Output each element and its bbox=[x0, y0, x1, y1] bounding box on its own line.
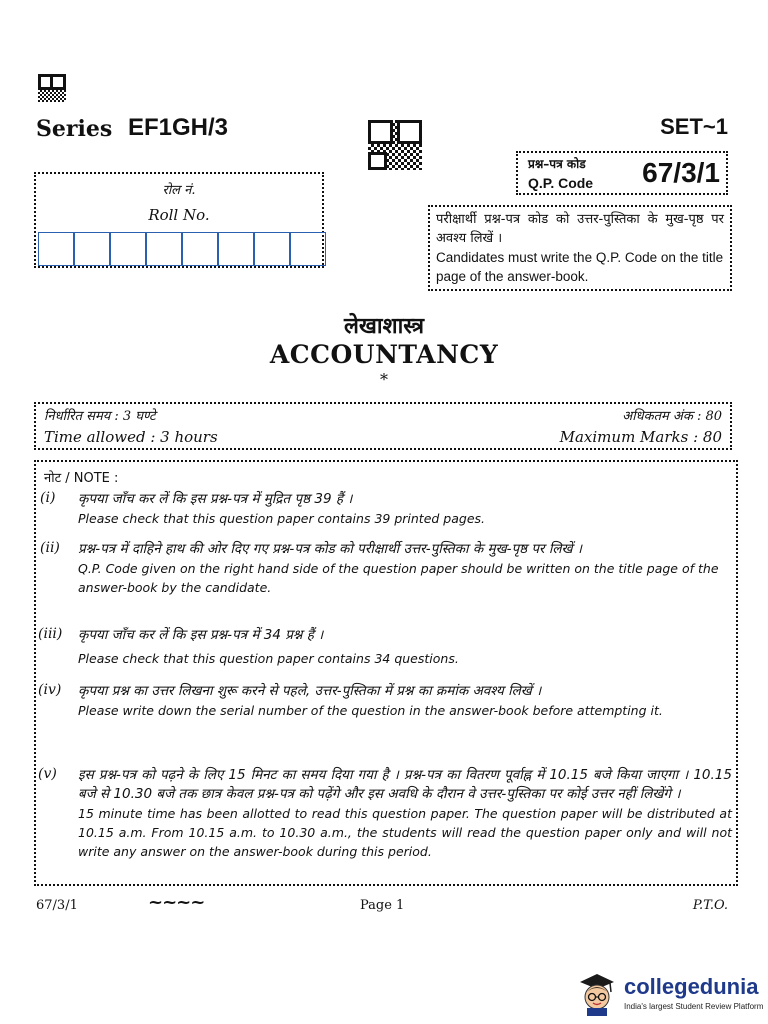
note-number: (ii) bbox=[40, 540, 60, 556]
roll-cell[interactable] bbox=[74, 232, 110, 266]
roll-cell[interactable] bbox=[218, 232, 254, 266]
note-number: (iii) bbox=[38, 626, 63, 642]
note-hindi: इस प्रश्न-पत्र को पढ़ने के लिए 15 मिनट का समय दिया गया है । प्रश्न-पत्र का वितरण पूर्वाह्न में 10.15 बजे किया जाएगा । 10.15 बजे से 10.30 बजे तक छात्र केवल प्रश्न-पत्र को पढ़ेंगे और इस अवधि के दौरान वे उत्तर-पुस्तिका पर कोई उत्तर नहीं लिखेंगे । bbox=[78, 767, 732, 802]
note-number: (i) bbox=[40, 490, 56, 506]
time-marks-box bbox=[34, 402, 732, 450]
max-marks-hindi: अधिकतम अंक : 80 bbox=[622, 409, 722, 424]
student-face-icon bbox=[574, 970, 620, 1016]
roll-cell[interactable] bbox=[290, 232, 326, 266]
logo-wordmark: collegedunia bbox=[624, 974, 759, 999]
qp-code-box bbox=[516, 151, 728, 195]
instruction-hindi: परीक्षार्थी प्रश्न-पत्र कोड को उत्तर-पुस्तिका के मुख-पृष्ठ पर अवश्य लिखें । bbox=[436, 212, 724, 246]
footer-wave-mark: ~~~~ bbox=[148, 892, 205, 913]
note-hindi: कृपया जाँच कर लें कि इस प्रश्न-पत्र में मुद्रित पृष्ठ 39 हैं । bbox=[78, 491, 353, 507]
logo-tagline: India's largest Student Review Platform bbox=[624, 1002, 764, 1011]
roll-cell[interactable] bbox=[110, 232, 146, 266]
subject-title: ACCOUNTANCY bbox=[269, 340, 499, 369]
roll-cell[interactable] bbox=[146, 232, 182, 266]
note-english: Please check that this question paper contains 39 printed pages. bbox=[78, 511, 485, 526]
time-allowed-hindi: निर्धारित समय : 3 घण्टे bbox=[44, 409, 156, 424]
candidate-instruction-box bbox=[428, 205, 732, 291]
note-title: नोट / NOTE : bbox=[44, 471, 119, 486]
note-hindi: प्रश्न-पत्र में दाहिने हाथ की ओर दिए गए प्रश्न-पत्र कोड को परीक्षार्थी उत्तर-पुस्तिका के मुख-पृष्ठ पर लिखें । bbox=[78, 541, 582, 557]
set-label: SET~1 bbox=[660, 114, 728, 139]
note-hindi: कृपया जाँच कर लें कि इस प्रश्न-पत्र में 34 प्रश्न हैं । bbox=[78, 627, 324, 643]
note-box bbox=[34, 460, 738, 886]
note-number: (v) bbox=[38, 766, 57, 782]
note-english: Please check that this question paper contains 34 questions. bbox=[78, 651, 459, 666]
small-qr-code bbox=[38, 74, 66, 102]
series-code: EF1GH/3 bbox=[128, 114, 229, 141]
page-number: Page 1 bbox=[360, 898, 405, 913]
note-english: 15 minute time has been allotted to read this question paper. The question paper will be distributed at 10.15 a.m. From 10.15 a.m. to 10.30 a.m., the students will read the question paper only and will not write any answer on the answer-book during this period. bbox=[78, 806, 732, 859]
roll-label-hindi: रोल नं. bbox=[162, 183, 196, 198]
note-english: Q.P. Code given on the right hand side of the question paper should be written on the title page of the answer-book by the candidate. bbox=[78, 561, 719, 595]
roll-cell[interactable] bbox=[182, 232, 218, 266]
qp-code-label: Q.P. Code bbox=[528, 175, 594, 191]
max-marks: Maximum Marks : 80 bbox=[559, 428, 722, 446]
note-hindi: कृपया प्रश्न का उत्तर लिखना शुरू करने से पहले, उत्तर-पुस्तिका में प्रश्न का क्रमांक अवश्य लिखें । bbox=[78, 683, 542, 699]
footer-code: 67/3/1 bbox=[36, 898, 78, 913]
subject-title-hindi: लेखाशास्त्र bbox=[344, 314, 424, 339]
title-asterisk: * bbox=[380, 370, 388, 389]
center-qr-code bbox=[368, 120, 422, 170]
roll-number-cells bbox=[38, 232, 326, 266]
instruction-english: Candidates must write the Q.P. Code on the title page of the answer-book. bbox=[436, 250, 724, 284]
collegedunia-logo bbox=[574, 966, 764, 1020]
roll-number-box bbox=[34, 172, 324, 268]
roll-cell[interactable] bbox=[38, 232, 74, 266]
note-english: Please write down the serial number of the question in the answer-book before attempting it. bbox=[78, 703, 663, 718]
time-allowed: Time allowed : 3 hours bbox=[44, 428, 218, 446]
series-label: Series bbox=[36, 116, 113, 142]
roll-label: Roll No. bbox=[148, 206, 210, 224]
qp-code-value: 67/3/1 bbox=[642, 157, 720, 188]
pto-label: P.T.O. bbox=[692, 898, 728, 913]
note-number: (iv) bbox=[38, 682, 62, 698]
qp-code-label-hindi: प्रश्न–पत्र कोड bbox=[528, 157, 586, 171]
roll-cell[interactable] bbox=[254, 232, 290, 266]
